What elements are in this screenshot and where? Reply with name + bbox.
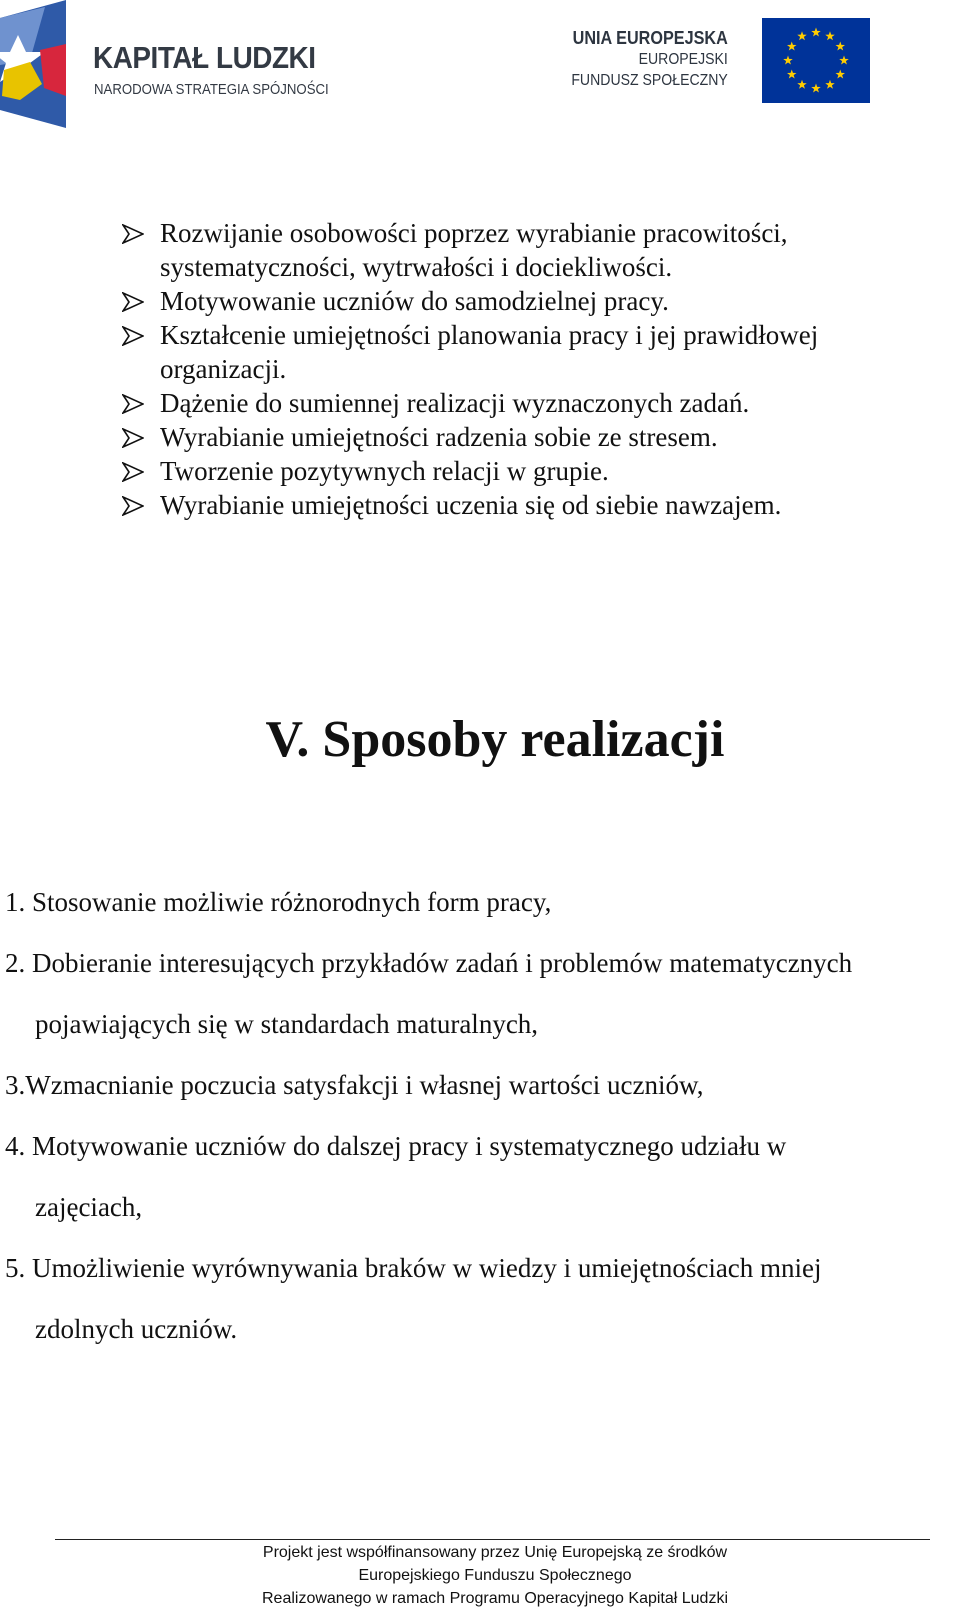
method-continuation: zajęciach,	[35, 1192, 143, 1222]
logo-subtitle: NARODOWA STRATEGIA SPÓJNOŚCI	[94, 81, 329, 98]
method-text: 1. Stosowanie możliwie różnorodnych form pracy,	[5, 887, 552, 917]
arrowhead-bullet-icon	[122, 428, 144, 448]
method-text: 2. Dobieranie interesujących przykładów zadań i problemów matematycznych	[5, 948, 853, 978]
objectives-list	[122, 216, 922, 522]
bullet-text: Tworzenie pozytywnych relacji w grupie.	[160, 456, 609, 486]
bullet-item	[122, 386, 922, 420]
eu-fund-label	[550, 28, 728, 91]
eu-social-fund-label: FUNDUSZ SPOŁECZNY	[571, 72, 728, 89]
eu-flag-icon	[762, 18, 870, 103]
bullet-text: Rozwijanie osobowości poprzez wyrabianie pracowitości,	[160, 218, 788, 248]
method-item	[5, 1238, 955, 1360]
methods-list	[5, 872, 955, 1360]
kapital-ludzki-logo	[0, 0, 340, 135]
method-text: 4. Motywowanie uczniów do dalszej pracy i systematycznego udziału w	[5, 1131, 787, 1161]
kapital-ludzki-emblem-icon	[0, 0, 90, 135]
bullet-text: Wyrabianie umiejętności radzenia sobie ze stresem.	[160, 422, 718, 452]
arrowhead-bullet-icon	[122, 462, 144, 482]
funding-footer	[0, 1541, 960, 1610]
footer-line-1: Projekt jest współfinansowany przez Unię Europejską ze środków	[262, 1544, 728, 1561]
bullet-text: Motywowanie uczniów do samodzielnej pracy.	[160, 286, 669, 316]
bullet-item	[122, 454, 922, 488]
section-heading: V. Sposoby realizacji	[265, 711, 725, 768]
arrowhead-bullet-icon	[122, 292, 144, 312]
eu-european-label: EUROPEJSKI	[638, 51, 728, 68]
eu-union-label: UNIA EUROPEJSKA	[572, 28, 728, 48]
footer-line-3: Realizowanego w ramach Programu Operacyjnego Kapitał Ludzki	[261, 1590, 729, 1607]
footer-line-2: Europejskiego Funduszu Społecznego	[358, 1567, 632, 1584]
bullet-continuation: systematyczności, wytrwałości i dociekliwości.	[160, 252, 673, 282]
arrowhead-bullet-icon	[122, 394, 144, 414]
arrowhead-bullet-icon	[122, 326, 144, 346]
arrowhead-bullet-icon	[122, 496, 144, 516]
method-item	[5, 933, 955, 1055]
method-text: 3.Wzmacnianie poczucia satysfakcji i własnej wartości uczniów,	[5, 1070, 704, 1100]
bullet-text: Kształcenie umiejętności planowania pracy i jej prawidłowej	[160, 320, 819, 350]
method-continuation: pojawiających się w standardach maturalnych,	[35, 1009, 539, 1039]
bullet-continuation: organizacji.	[160, 354, 287, 384]
method-item	[5, 1116, 955, 1238]
logo-title: KAPITAŁ LUDZKI	[93, 40, 316, 75]
bullet-item	[122, 216, 922, 284]
bullet-text: Dążenie do sumiennej realizacji wyznaczonych zadań.	[160, 388, 750, 418]
method-item	[5, 872, 955, 933]
bullet-text: Wyrabianie umiejętności uczenia się od siebie nawzajem.	[160, 490, 782, 520]
footer-divider	[55, 1539, 930, 1540]
bullet-item	[122, 318, 922, 386]
bullet-item	[122, 488, 922, 522]
bullet-item	[122, 420, 922, 454]
method-continuation: zdolnych uczniów.	[35, 1314, 238, 1344]
method-item	[5, 1055, 955, 1116]
bullet-item	[122, 284, 922, 318]
arrowhead-bullet-icon	[122, 224, 144, 244]
method-text: 5. Umożliwienie wyrównywania braków w wiedzy i umiejętnościach mniej	[5, 1253, 822, 1283]
